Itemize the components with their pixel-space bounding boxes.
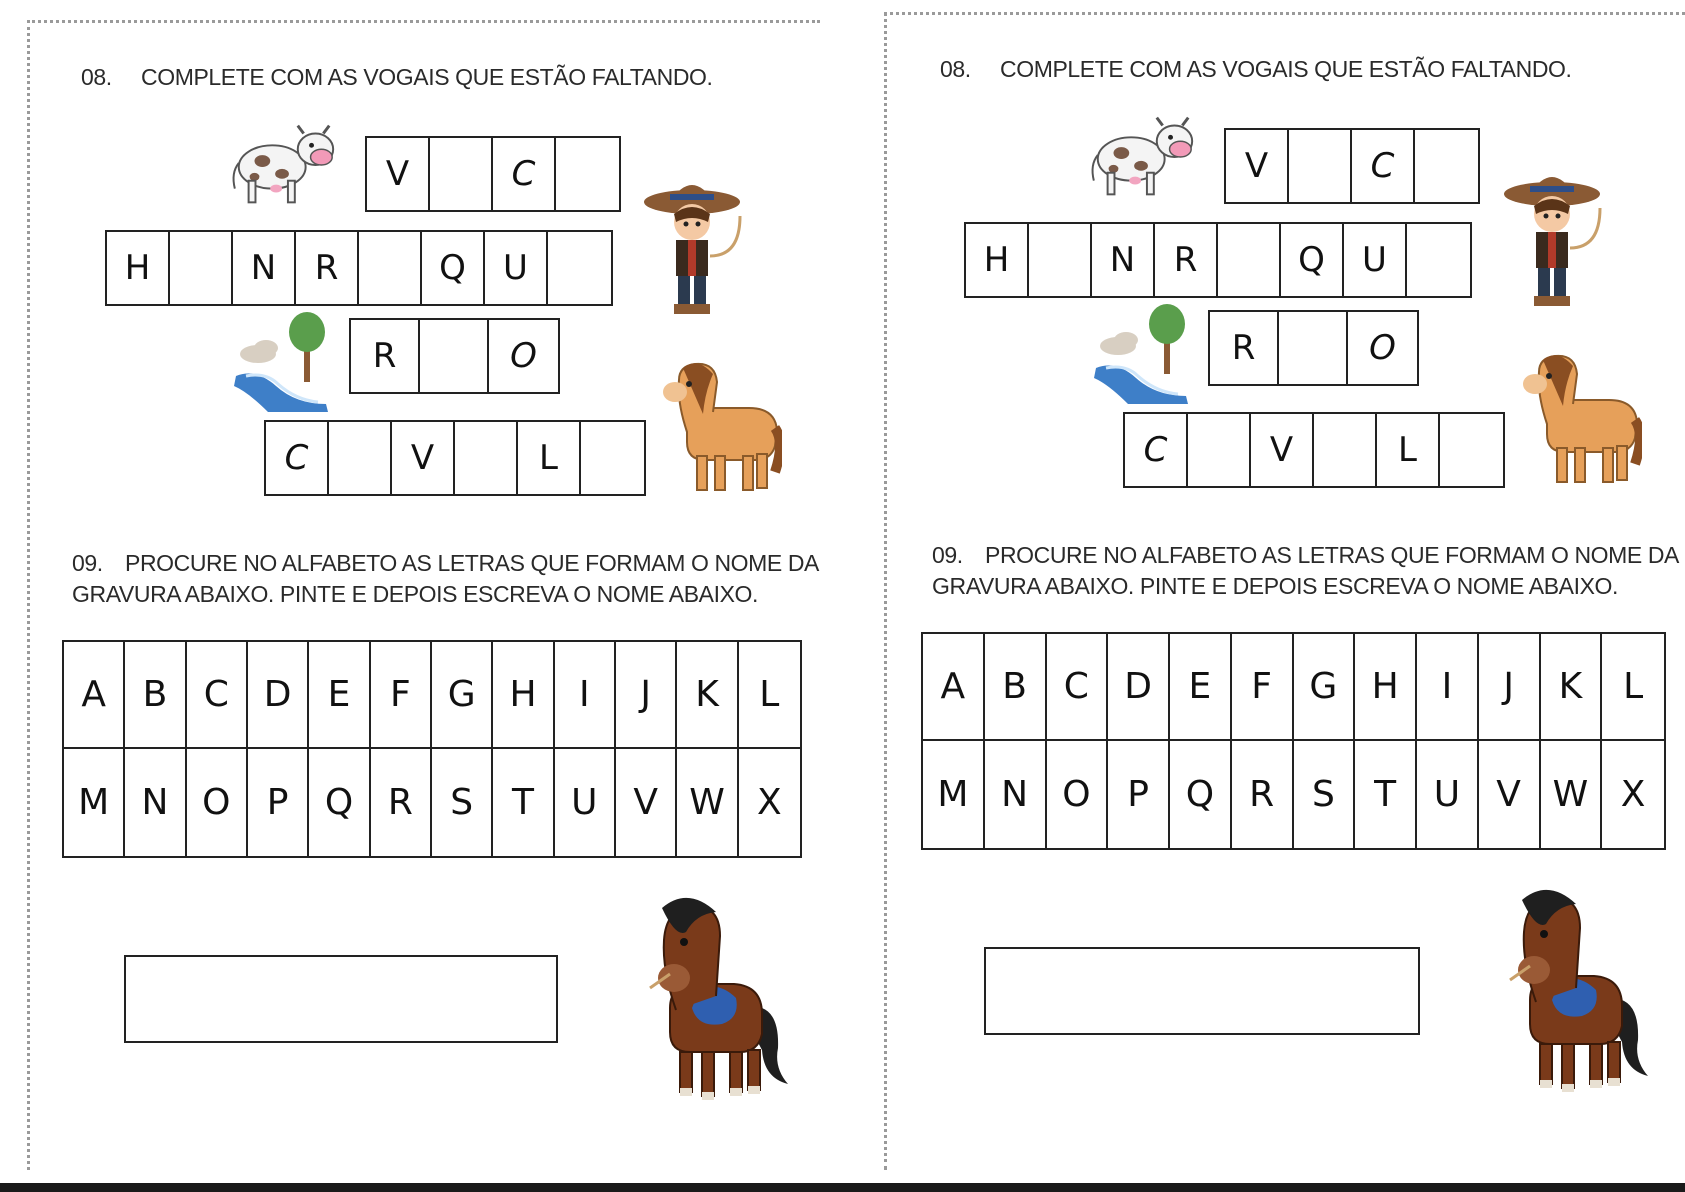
letter-box: R: [1210, 312, 1279, 384]
alphabet-cell[interactable]: M: [64, 749, 125, 856]
letter-box: Q: [1281, 224, 1344, 296]
letter-box-empty[interactable]: [548, 232, 611, 304]
alphabet-cell[interactable]: B: [125, 642, 186, 749]
alphabet-cell[interactable]: A: [64, 642, 125, 749]
cow-picture: [1084, 110, 1202, 202]
alphabet-cell[interactable]: J: [1479, 634, 1541, 741]
letter-box-empty[interactable]: [1440, 414, 1503, 486]
word-grid-cowboy: [964, 222, 1472, 298]
word-grid-horse: [1123, 412, 1505, 488]
letter-box: R: [1155, 224, 1218, 296]
alphabet-cell[interactable]: D: [1108, 634, 1170, 741]
alphabet-cell[interactable]: G: [1294, 634, 1356, 741]
question-text-line-2: GRAVURA ABAIXO. PINTE E DEPOIS ESCREVA O NOME ABAIXO.: [932, 573, 1619, 599]
alphabet-cell[interactable]: T: [493, 749, 554, 856]
letter-box: V: [1251, 414, 1314, 486]
alphabet-cell[interactable]: R: [371, 749, 432, 856]
alphabet-cell[interactable]: J: [616, 642, 677, 749]
letter-box-empty[interactable]: [1188, 414, 1251, 486]
alphabet-cell[interactable]: N: [125, 749, 186, 856]
question-9-heading: [932, 540, 1679, 602]
alphabet-cell[interactable]: C: [1047, 634, 1109, 741]
alphabet-cell[interactable]: C: [187, 642, 248, 749]
letter-box: N: [1092, 224, 1155, 296]
question-9-heading: [72, 548, 819, 610]
worksheet-sheet-right: [860, 0, 1685, 1170]
alphabet-cell[interactable]: B: [985, 634, 1047, 741]
alphabet-cell[interactable]: F: [371, 642, 432, 749]
answer-box[interactable]: [124, 955, 558, 1043]
river-picture: [1092, 298, 1192, 404]
letter-box: O: [510, 336, 537, 376]
letter-box: C: [1125, 414, 1188, 486]
word-grid-river: [1208, 310, 1419, 386]
bottom-bar: [0, 1183, 1685, 1192]
alphabet-cell[interactable]: O: [187, 749, 248, 856]
letter-box-empty[interactable]: [359, 232, 422, 304]
question-number: 08.: [81, 64, 112, 90]
alphabet-cell[interactable]: T: [1355, 741, 1417, 848]
letter-box: R: [351, 320, 420, 392]
alphabet-cell[interactable]: H: [493, 642, 554, 749]
question-text-line-1: PROCURE NO ALFABETO AS LETRAS QUE FORMAM O NOME DA: [125, 550, 819, 576]
alphabet-cell[interactable]: R: [1232, 741, 1294, 848]
alphabet-cell[interactable]: W: [677, 749, 738, 856]
alphabet-grid: [62, 640, 802, 858]
alphabet-cell[interactable]: X: [1620, 774, 1646, 815]
letter-box: C: [266, 422, 329, 494]
question-8-heading: [940, 54, 1572, 85]
letter-box-empty[interactable]: [1279, 312, 1348, 384]
alphabet-cell[interactable]: U: [1417, 741, 1479, 848]
letter-box: H: [107, 232, 170, 304]
question-text: COMPLETE COM AS VOGAIS QUE ESTÃO FALTANDO.: [1000, 56, 1572, 82]
word-grid-horse: [264, 420, 646, 496]
alphabet-cell[interactable]: A: [923, 634, 985, 741]
brown-pony-picture: [640, 888, 790, 1104]
letter-box: L: [1377, 414, 1440, 486]
letter-box-empty[interactable]: [556, 138, 619, 210]
alphabet-cell[interactable]: Q: [309, 749, 370, 856]
letter-box-empty[interactable]: [170, 232, 233, 304]
letter-box: H: [966, 224, 1029, 296]
letter-box: C: [493, 138, 556, 210]
question-text-line-1: PROCURE NO ALFABETO AS LETRAS QUE FORMAM O NOME DA: [985, 542, 1679, 568]
alphabet-cell[interactable]: U: [555, 749, 616, 856]
horse-picture: [657, 358, 782, 498]
letter-box: V: [392, 422, 455, 494]
word-grid-cow: [1224, 128, 1480, 204]
letter-box-empty[interactable]: [455, 422, 518, 494]
letter-box-empty[interactable]: [1289, 130, 1352, 202]
cowboy-picture: [640, 172, 750, 322]
letter-box-empty[interactable]: [430, 138, 493, 210]
alphabet-cell[interactable]: D: [248, 642, 309, 749]
horse-picture: [1517, 350, 1642, 490]
alphabet-cell[interactable]: I: [1417, 634, 1479, 741]
letter-box-empty[interactable]: [1029, 224, 1092, 296]
alphabet-cell[interactable]: Q: [1170, 741, 1232, 848]
river-picture: [232, 306, 332, 412]
alphabet-cell[interactable]: O: [1047, 741, 1109, 848]
alphabet-cell[interactable]: E: [309, 642, 370, 749]
alphabet-cell[interactable]: N: [985, 741, 1047, 848]
letter-box: V: [367, 138, 430, 210]
question-text: COMPLETE COM AS VOGAIS QUE ESTÃO FALTANDO.: [141, 64, 713, 90]
letter-box: V: [1226, 130, 1289, 202]
letter-box: N: [233, 232, 296, 304]
alphabet-cell[interactable]: W: [1541, 741, 1603, 848]
alphabet-cell[interactable]: S: [432, 749, 493, 856]
cow-picture: [225, 118, 343, 210]
alphabet-cell[interactable]: P: [1108, 741, 1170, 848]
alphabet-cell[interactable]: L: [739, 642, 800, 749]
letter-box: L: [518, 422, 581, 494]
word-grid-cow: [365, 136, 621, 212]
alphabet-cell[interactable]: L: [1602, 634, 1664, 741]
word-grid-river: [349, 318, 560, 394]
cowboy-picture: [1500, 164, 1610, 314]
letter-box: R: [296, 232, 359, 304]
letter-box: U: [485, 232, 548, 304]
question-number: 08.: [940, 56, 971, 82]
letter-box: C: [1352, 130, 1415, 202]
alphabet-cell[interactable]: K: [677, 642, 738, 749]
alphabet-cell[interactable]: V: [616, 749, 677, 856]
alphabet-cell[interactable]: X: [756, 782, 782, 823]
letter-box-empty[interactable]: [1314, 414, 1377, 486]
letter-box-empty[interactable]: [1218, 224, 1281, 296]
letter-box-empty[interactable]: [329, 422, 392, 494]
alphabet-cell[interactable]: K: [1541, 634, 1603, 741]
alphabet-cell[interactable]: P: [248, 749, 309, 856]
question-8-heading: [81, 62, 713, 93]
alphabet-cell[interactable]: F: [1232, 634, 1294, 741]
letter-box-empty[interactable]: [581, 422, 644, 494]
letter-box: O: [1369, 328, 1396, 368]
question-number: 09.: [72, 550, 103, 576]
alphabet-cell[interactable]: I: [555, 642, 616, 749]
alphabet-grid: [921, 632, 1666, 850]
letter-box-empty[interactable]: [1407, 224, 1470, 296]
alphabet-cell[interactable]: S: [1294, 741, 1356, 848]
letter-box: U: [1344, 224, 1407, 296]
question-text-line-2: GRAVURA ABAIXO. PINTE E DEPOIS ESCREVA O NOME ABAIXO.: [72, 581, 759, 607]
letter-box: Q: [422, 232, 485, 304]
alphabet-cell[interactable]: E: [1170, 634, 1232, 741]
alphabet-cell[interactable]: V: [1479, 741, 1541, 848]
answer-box[interactable]: [984, 947, 1420, 1035]
word-grid-cowboy: [105, 230, 613, 306]
alphabet-cell[interactable]: G: [432, 642, 493, 749]
letter-box-empty[interactable]: [1415, 130, 1478, 202]
letter-box-empty[interactable]: [420, 320, 489, 392]
alphabet-cell[interactable]: H: [1355, 634, 1417, 741]
question-number: 09.: [932, 542, 963, 568]
brown-pony-picture: [1500, 880, 1650, 1096]
alphabet-cell[interactable]: M: [923, 741, 985, 848]
